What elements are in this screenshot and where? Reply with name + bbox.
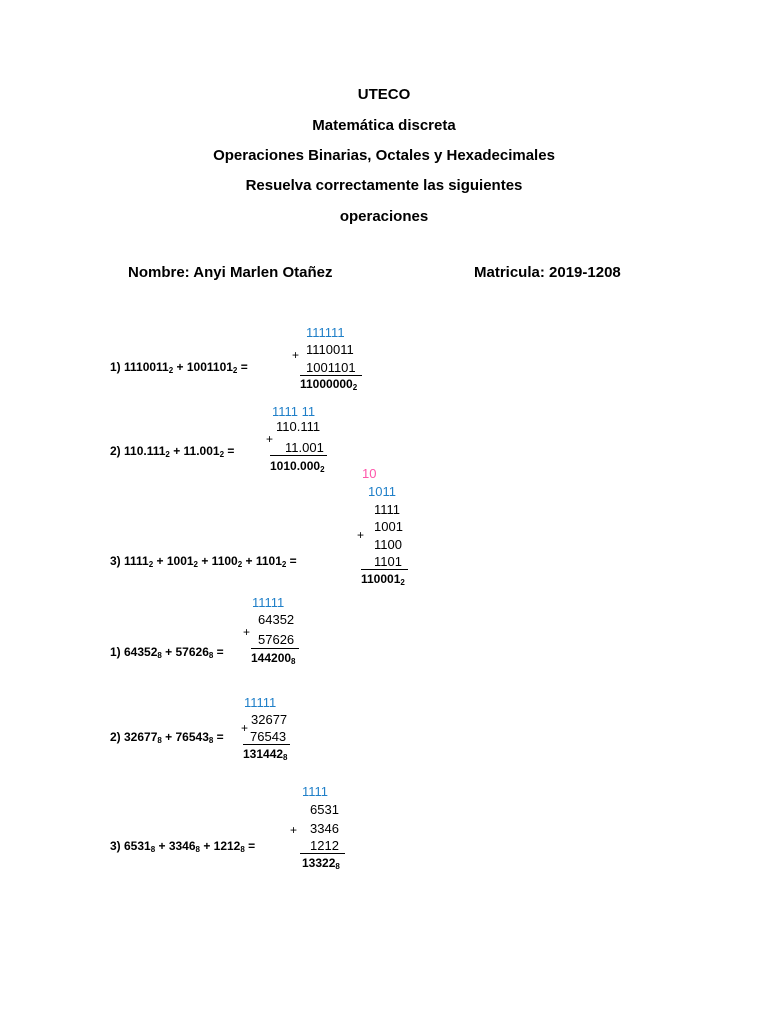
operand-1: 1110011 — [306, 342, 354, 357]
carry-digits: 1111 — [302, 784, 329, 799]
problem-label: 1) $64352_8 + 57626_8$ = — [110, 645, 224, 660]
instruction-line-1: Resuelva correctamente las siguientes — [245, 177, 523, 194]
problem-label: 3) $1111_2 + 1001_2 + 1100_2 + 1101_2$ = — [110, 554, 297, 569]
operand-1: 1111 — [374, 502, 401, 517]
topic-title: Operaciones Binarias, Octales y Hexadecimales — [213, 147, 555, 164]
operand-2: 76543 — [250, 729, 287, 744]
carry-digits: 111111 — [306, 325, 345, 340]
plus-sign: + — [357, 528, 365, 542]
sum-line — [270, 455, 327, 456]
sum-line — [361, 569, 408, 570]
operand-2: 57626 — [258, 632, 295, 647]
problem-label: 2) $32677_8 + 76543_8$ = — [110, 730, 224, 745]
problem-label: 1) $1110011_2 + 1001101_2$ = — [110, 360, 248, 375]
instruction-line-2: operaciones — [339, 208, 429, 225]
student-name: Nombre: Anyi Marlen Otañez — [128, 264, 333, 281]
operand-3: 1212 — [310, 838, 339, 853]
result: $1010.000_2$ — [270, 459, 325, 474]
operand-1: 110.111 — [276, 419, 321, 434]
carry-digits: 11111 — [252, 595, 285, 610]
sum-line — [251, 648, 299, 649]
student-id: Matricula: 2019-1208 — [474, 264, 621, 281]
operand-2: 1001 — [374, 519, 403, 534]
plus-sign: + — [290, 823, 298, 837]
problem-label: 2) $110.111_2 + 11.001_2$ = — [110, 444, 235, 459]
operand-1: 64352 — [258, 612, 295, 627]
carry-digits: 1111 11 — [272, 404, 316, 419]
result: $110001_2$ — [361, 572, 405, 587]
operand-1: 32677 — [251, 712, 288, 727]
sum-line — [300, 375, 362, 376]
operand-2: 1001101 — [306, 360, 356, 375]
result: $13322_8$ — [302, 856, 340, 871]
school-title: UTECO — [357, 86, 411, 103]
sum-line — [300, 853, 345, 854]
plus-sign: + — [243, 625, 251, 639]
result: $11000000_2$ — [300, 377, 358, 392]
subject-title: Matemática discreta — [312, 117, 456, 134]
operand-2: 11.001 — [285, 440, 324, 455]
plus-sign: + — [292, 348, 300, 362]
operand-1: 6531 — [310, 802, 339, 817]
carry-digits: 11111 — [244, 695, 277, 710]
operand-2: 3346 — [310, 821, 339, 836]
operand-3: 1100 — [374, 537, 402, 552]
result: $144200_8$ — [251, 651, 296, 666]
result: $131442_8$ — [243, 747, 288, 762]
plus-sign: + — [241, 721, 249, 735]
carry-digits-upper: 10 — [362, 466, 377, 481]
problem-label: 3) $6531_8 + 3346_8 + 1212_8$ = — [110, 839, 256, 854]
operand-4: 1101 — [374, 554, 402, 569]
plus-sign: + — [266, 432, 274, 446]
sum-line — [243, 744, 290, 745]
carry-digits: 1011 — [368, 484, 396, 499]
